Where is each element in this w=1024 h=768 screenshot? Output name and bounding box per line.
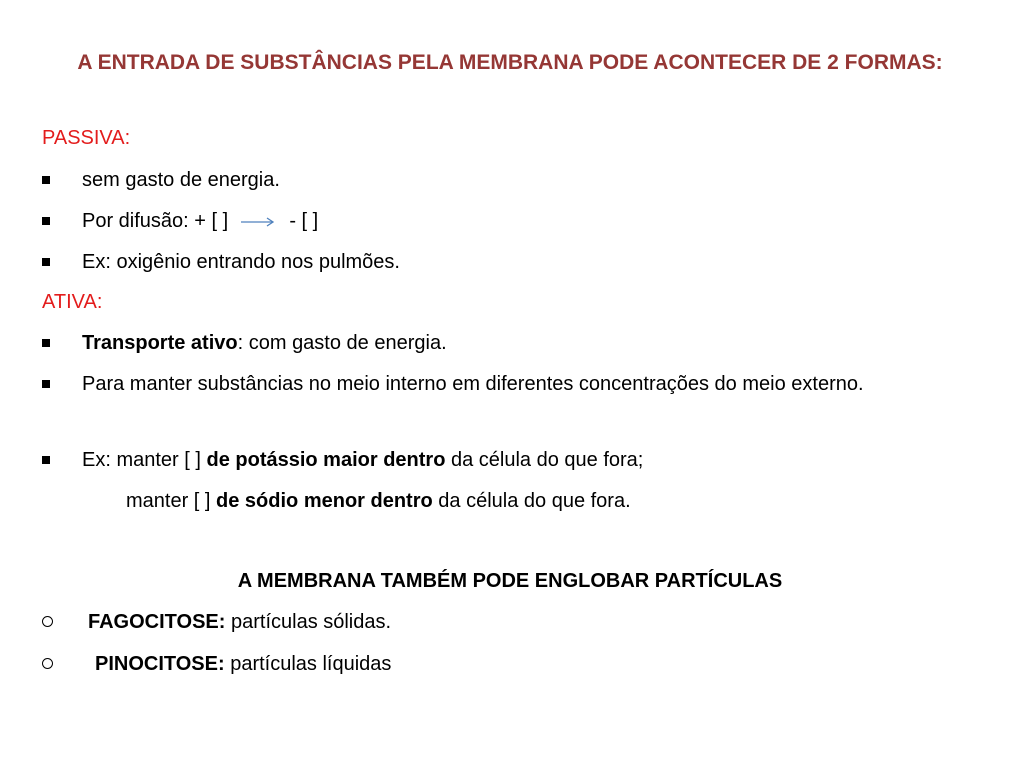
- passiva-heading: PASSIVA:: [42, 127, 131, 149]
- square-bullet-icon: [42, 456, 50, 464]
- right-arrow-icon: [240, 215, 276, 229]
- potassio-bold: de potássio maior dentro: [206, 449, 446, 471]
- transporte-ativo-label: Transporte ativo: [82, 332, 238, 354]
- square-bullet-icon: [42, 217, 50, 225]
- passiva-item-3-text: Ex: oxigênio entrando nos pulmões.: [82, 251, 400, 273]
- ativa-heading: ATIVA:: [42, 291, 103, 313]
- diffusion-suffix: - [ ]: [289, 210, 319, 232]
- square-bullet-icon: [42, 176, 50, 184]
- fagocitose-text: partículas sólidas.: [225, 611, 392, 633]
- englobar-heading: A MEMBRANA TAMBÉM PODE ENGLOBAR PARTÍCULAS: [237, 570, 783, 592]
- passiva-item-1-text: sem gasto de energia.: [82, 169, 280, 191]
- square-bullet-icon: [42, 258, 50, 266]
- square-bullet-icon: [42, 339, 50, 347]
- sodio-prefix: manter [ ]: [126, 490, 217, 512]
- diffusion-prefix: Por difusão: + [ ]: [82, 210, 229, 232]
- ativa-item-1-text: : com gasto de energia.: [237, 332, 447, 354]
- sodio-bold: de sódio menor dentro: [216, 490, 433, 512]
- pinocitose-label: PINOCITOSE:: [95, 653, 225, 675]
- sodio-suffix: da célula do que fora.: [432, 490, 631, 512]
- potassio-prefix: Ex: manter [ ]: [82, 449, 207, 471]
- ativa-item-2-text: Para manter substâncias no meio interno em diferentes concentrações do meio externo.: [82, 373, 864, 395]
- slide-title: A ENTRADA DE SUBSTÂNCIAS PELA MEMBRANA PODE ACONTECER DE 2 FORMAS:: [77, 51, 943, 74]
- fagocitose-label: FAGOCITOSE:: [88, 611, 226, 633]
- ativa-item-4: [126, 486, 631, 516]
- pinocitose-text: partículas líquidas: [224, 653, 392, 675]
- circle-bullet-icon: [42, 658, 53, 669]
- potassio-suffix: da célula do que fora;: [445, 449, 644, 471]
- square-bullet-icon: [42, 380, 50, 388]
- circle-bullet-icon: [42, 616, 53, 627]
